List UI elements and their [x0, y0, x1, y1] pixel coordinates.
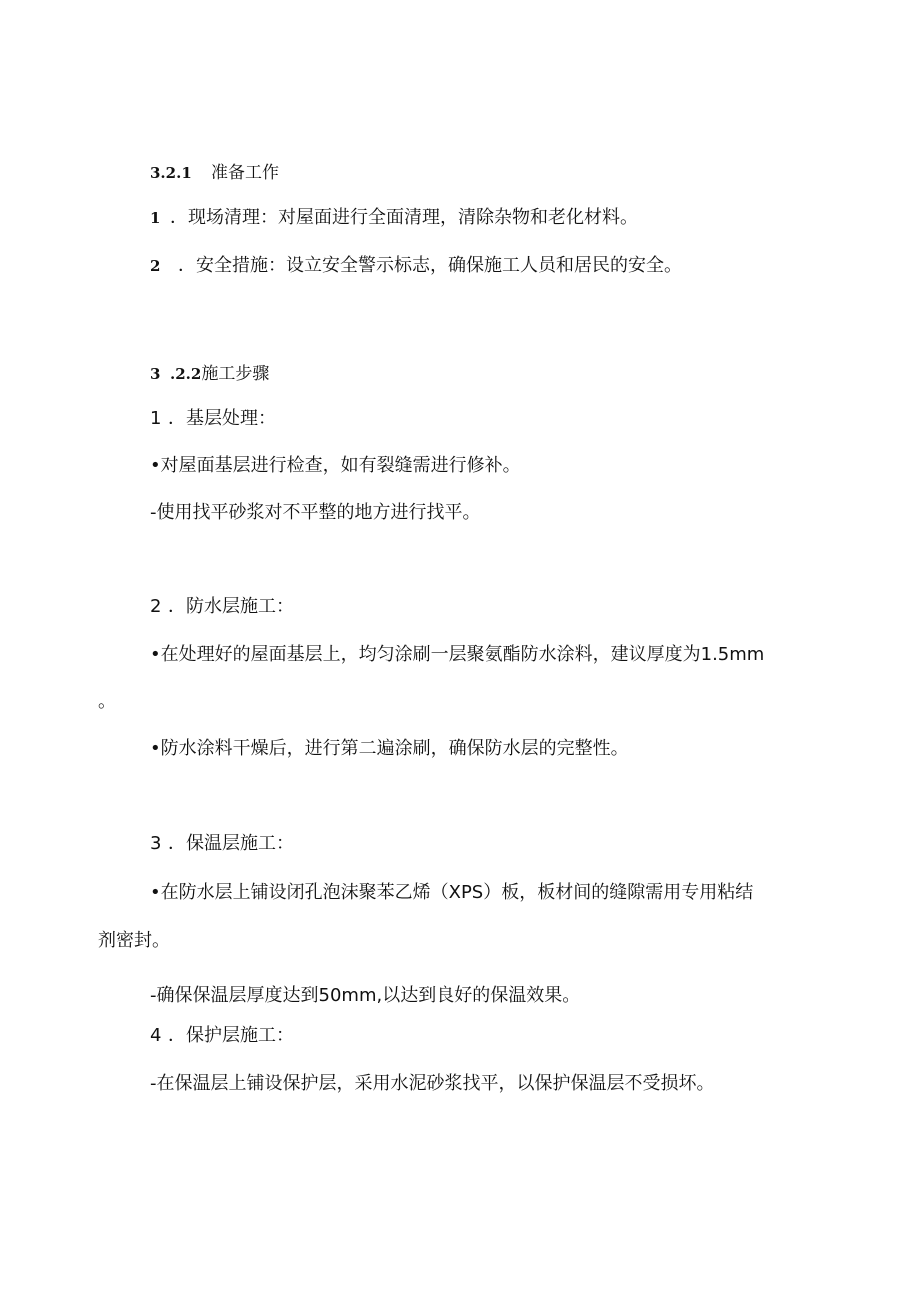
step-title-text: ．保护层施工： — [168, 1025, 294, 1046]
item-text: ．安全措施：设立安全警示标志，确保施工人员和居民的安全。 — [178, 255, 682, 276]
dash-mark: - — [150, 502, 157, 523]
step-title — [150, 407, 276, 431]
wrap-text: 。 — [98, 691, 116, 712]
step-number: 2 — [150, 596, 162, 617]
bullet-mark: • — [150, 455, 161, 476]
step-title-text: ．防水层施工： — [168, 596, 294, 617]
bullet-line — [150, 643, 764, 667]
bullet-line — [150, 737, 629, 761]
item-number: 2 — [150, 257, 161, 275]
wrapped-text — [98, 690, 116, 714]
list-item — [150, 254, 682, 278]
step-number: 1 — [150, 408, 162, 429]
bullet-line — [150, 881, 753, 905]
bullet-text: 确保保温层厚度达到50mm,以达到良好的保温效果。 — [156, 985, 581, 1006]
bullet-mark: • — [150, 644, 161, 665]
list-item — [150, 206, 638, 230]
bullet-text: 在保温层上铺设保护层，采用水泥砂浆找平，以保护保温层不受损坏。 — [156, 1073, 715, 1094]
step-title-text: ．保温层施工： — [168, 833, 294, 854]
bullet-text: 防水涂料干燥后，进行第二遍涂刷，确保防水层的完整性。 — [160, 738, 629, 759]
bullet-mark: • — [150, 882, 161, 903]
section-heading-3-2-2 — [150, 362, 269, 386]
bullet-line — [150, 1072, 715, 1096]
bullet-text: 使用找平砂浆对不平整的地方进行找平。 — [156, 502, 481, 523]
section-number: 3.2.1 — [150, 164, 192, 182]
wrapped-text — [98, 929, 170, 953]
section-title: 施工步骤 — [201, 364, 270, 384]
bullet-mark: • — [150, 738, 161, 759]
bullet-line — [150, 454, 521, 478]
bullet-line — [150, 984, 580, 1008]
dash-mark: - — [150, 985, 157, 1006]
item-number: 1 — [150, 209, 161, 227]
step-number: 3 — [150, 833, 162, 854]
step-title — [150, 832, 294, 856]
item-text: ．现场清理：对屋面进行全面清理，清除杂物和老化材料。 — [170, 207, 638, 228]
section-number-b: .2.2 — [170, 365, 202, 383]
bullet-text: 对屋面基层进行检查，如有裂缝需进行修补。 — [160, 455, 521, 476]
wrap-text: 剂密封。 — [98, 930, 170, 951]
section-heading-3-2-1 — [150, 161, 279, 185]
section-title: 准备工作 — [211, 163, 279, 183]
step-title — [150, 595, 294, 619]
step-number: 4 — [150, 1025, 162, 1046]
section-number-a: 3 — [150, 365, 161, 383]
bullet-text: 在处理好的屋面基层上，均匀涂刷一层聚氨酯防水涂料，建议厚度为1.5mm — [160, 644, 765, 665]
bullet-text: 在防水层上铺设闭孔泡沫聚苯乙烯（XPS）板，板材间的缝隙需用专用粘结 — [160, 882, 754, 903]
bullet-line — [150, 501, 481, 525]
step-title — [150, 1024, 294, 1048]
dash-mark: - — [150, 1073, 157, 1094]
step-title-text: ．基层处理： — [168, 408, 276, 429]
